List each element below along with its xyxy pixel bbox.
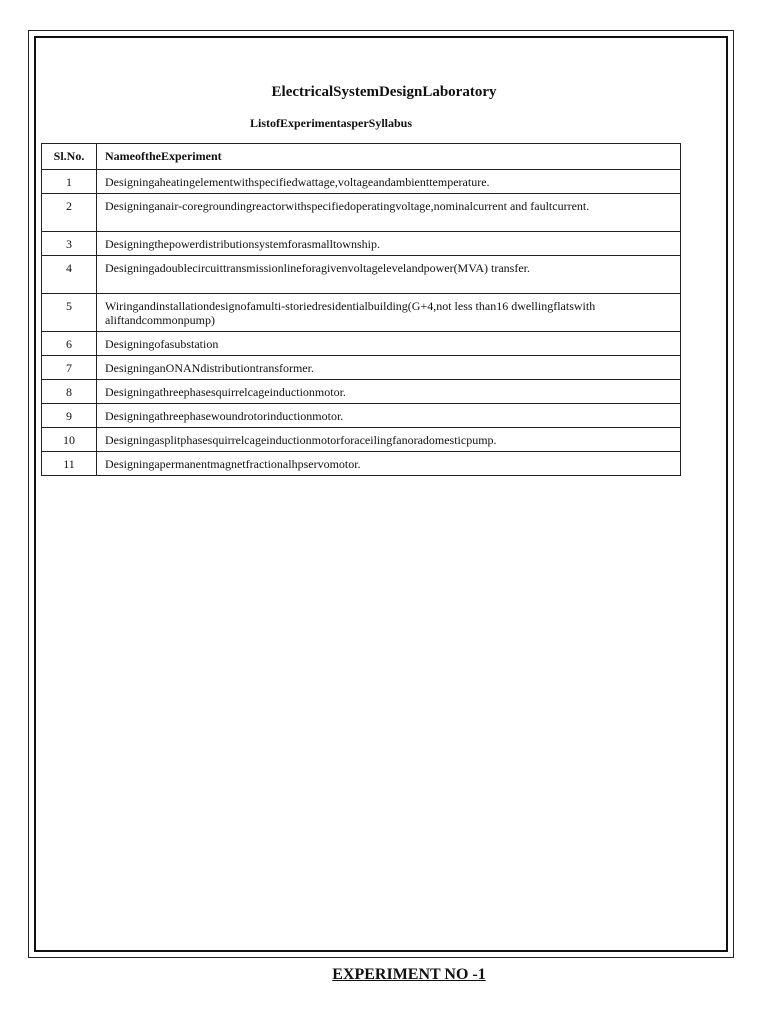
experiment-name-cell: DesigninganONANdistributiontransformer. xyxy=(97,356,681,380)
experiment-heading: EXPERIMENT NO -1 xyxy=(332,966,486,983)
serial-number-cell: 10 xyxy=(42,428,97,452)
experiment-name-cell: Designingathreephasewoundrotorinductionmotor. xyxy=(97,404,681,428)
column-header-serial-no: Sl.No. xyxy=(42,144,97,170)
serial-number-cell: 2 xyxy=(42,194,97,232)
table-row xyxy=(42,294,681,332)
experiment-name-cell: Designingapermanentmagnetfractionalhpservomotor. xyxy=(97,452,681,476)
table-row xyxy=(42,194,681,232)
table-header-row xyxy=(42,144,681,170)
experiment-name-cell: Designingadoublecircuittransmissionlineforagivenvoltagelevelandpower(MVA) transfer. xyxy=(97,256,681,294)
experiment-name-cell: Designingofasubstation xyxy=(97,332,681,356)
table-row xyxy=(42,404,681,428)
experiment-name-cell: Designingthepowerdistributionsystemforasmalltownship. xyxy=(97,232,681,256)
serial-number-cell: 3 xyxy=(42,232,97,256)
serial-number-cell: 4 xyxy=(42,256,97,294)
column-header-experiment-name: NameoftheExperiment xyxy=(97,144,681,170)
serial-number-cell: 5 xyxy=(42,294,97,332)
serial-number-cell: 7 xyxy=(42,356,97,380)
serial-number-cell: 9 xyxy=(42,404,97,428)
experiment-list-table xyxy=(41,143,681,476)
experiment-name-cell: Designingathreephasesquirrelcageinductionmotor. xyxy=(97,380,681,404)
serial-number-cell: 6 xyxy=(42,332,97,356)
table-row xyxy=(42,256,681,294)
serial-number-cell: 1 xyxy=(42,170,97,194)
table-row xyxy=(42,170,681,194)
experiment-name-cell: Designingaheatingelementwithspecifiedwattage,voltageandambienttemperature. xyxy=(97,170,681,194)
experiment-name-cell: Designingasplitphasesquirrelcageinductionmotorforaceilingfanoradomesticpump. xyxy=(97,428,681,452)
experiment-name-cell: Wiringandinstallationdesignofamulti-storiedresidentialbuilding(G+4,not less than16 dwellingflatswith aliftandcommonpump) xyxy=(97,294,681,332)
table-row xyxy=(42,232,681,256)
serial-number-cell: 11 xyxy=(42,452,97,476)
serial-number-cell: 8 xyxy=(42,380,97,404)
document-subtitle: ListofExperimentasperSyllabus xyxy=(250,116,413,130)
table-row xyxy=(42,428,681,452)
table-row xyxy=(42,380,681,404)
experiment-name-cell: Designinganair-coregroundingreactorwithspecifiedoperatingvoltage,nominalcurrent and faultcurrent. xyxy=(97,194,681,232)
document-title: ElectricalSystemDesignLaboratory xyxy=(271,84,497,100)
table-row xyxy=(42,356,681,380)
table-row xyxy=(42,332,681,356)
table-row xyxy=(42,452,681,476)
